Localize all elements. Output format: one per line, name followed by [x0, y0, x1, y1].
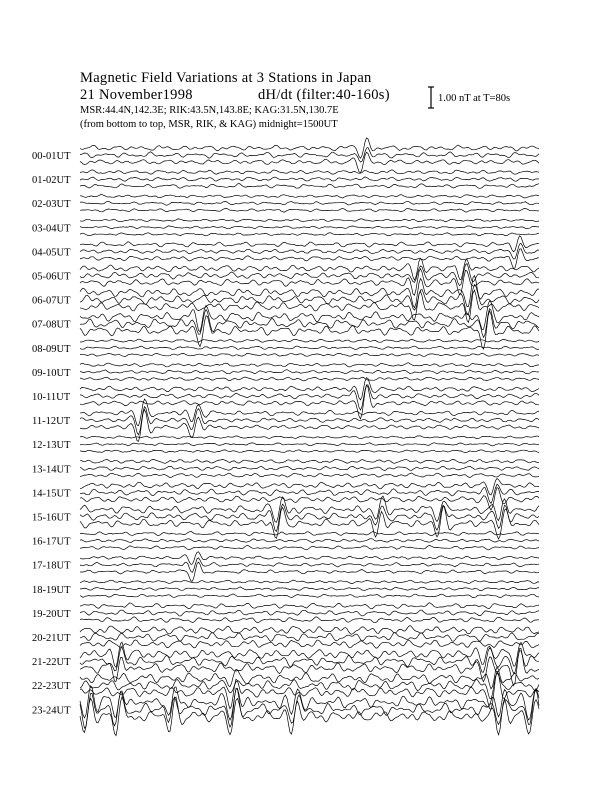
- trace-msr: [80, 552, 539, 565]
- trace-rik: [80, 346, 539, 349]
- trace-rik: [80, 539, 539, 543]
- hour-label: 19-20UT: [32, 608, 71, 620]
- trace-rik: [80, 226, 539, 229]
- trace-msr: [80, 496, 539, 522]
- hour-label: 15-16UT: [32, 512, 71, 524]
- date-label: 21 November1998: [80, 87, 193, 103]
- trace-msr: [80, 531, 539, 535]
- trace-kag: [80, 233, 539, 236]
- trace-kag: [80, 473, 539, 478]
- hour-label: 04-05UT: [32, 247, 71, 259]
- trace-rik: [80, 177, 539, 181]
- hour-label: 08-09UT: [32, 343, 71, 355]
- trace-kag: [80, 269, 539, 296]
- trace-rik: [80, 558, 539, 573]
- hour-label: 17-18UT: [32, 560, 71, 572]
- trace-msr: [80, 363, 539, 367]
- trace-rik: [80, 610, 539, 616]
- trace-rik: [80, 201, 539, 205]
- trace-rik: [80, 673, 539, 699]
- hour-label: 03-04UT: [32, 223, 71, 235]
- trace-msr: [80, 459, 539, 463]
- trace-msr: [80, 603, 539, 609]
- trace-msr: [80, 194, 539, 198]
- trace-kag: [80, 450, 539, 453]
- chart-title: Magnetic Field Variations at 3 Stations in Japan: [80, 70, 372, 86]
- trace-msr: [80, 626, 539, 635]
- trace-msr: [80, 276, 539, 308]
- hour-label: 11-12UT: [32, 416, 71, 428]
- hour-label: 07-08UT: [32, 319, 71, 331]
- hour-label: 01-02UT: [32, 175, 71, 187]
- trace-msr: [80, 436, 539, 439]
- trace-rik: [80, 633, 539, 642]
- hour-label: 13-14UT: [32, 464, 71, 476]
- trace-msr: [80, 339, 539, 342]
- trace-msr: [80, 138, 539, 158]
- hour-label: 12-13UT: [32, 440, 71, 452]
- trace-kag: [80, 617, 539, 623]
- hour-label: 14-15UT: [32, 488, 71, 500]
- hour-label: 10-11UT: [32, 392, 71, 403]
- hour-label: 20-21UT: [32, 633, 71, 644]
- trace-rik: [80, 243, 539, 259]
- trace-kag: [80, 152, 539, 173]
- trace-kag: [80, 506, 539, 539]
- trace-kag: [80, 184, 539, 189]
- trace-kag: [80, 385, 539, 419]
- trace-kag: [80, 208, 539, 212]
- order-note: (from bottom to top, MSR, RIK, & KAG) midnight=1500UT: [80, 119, 338, 130]
- trace-rik: [80, 443, 539, 446]
- trace-rik: [80, 504, 539, 531]
- trace-rik: [80, 688, 539, 728]
- trace-kag: [80, 353, 539, 356]
- trace-msr: [80, 399, 539, 426]
- hour-label: 05-06UT: [32, 271, 71, 283]
- hour-label: 06-07UT: [32, 295, 71, 307]
- trace-kag: [80, 594, 539, 598]
- hour-label: 18-19UT: [32, 584, 71, 596]
- trace-msr: [80, 219, 539, 222]
- trace-rik: [80, 370, 539, 374]
- hour-label: 09-10UT: [32, 367, 71, 379]
- trace-msr: [80, 667, 539, 689]
- trace-kag: [80, 377, 539, 381]
- trace-kag: [80, 410, 539, 442]
- trace-rik: [80, 466, 539, 470]
- trace-msr: [80, 580, 539, 584]
- trace-msr: [80, 236, 539, 252]
- hour-label: 22-23UT: [32, 681, 71, 693]
- trace-msr: [80, 170, 539, 175]
- hour-label: 00-01UT: [32, 151, 71, 162]
- hour-label: 02-03UT: [32, 199, 71, 211]
- scale-label: 1.00 nT at T=80s: [438, 93, 511, 104]
- trace-kag: [80, 545, 539, 550]
- stations-info: MSR:44.4N,142.3E; RIK:43.5N,143.8E; KAG:31.5N,130.7E: [80, 105, 339, 116]
- trace-msr: [80, 258, 539, 280]
- hour-label: 23-24UT: [32, 705, 71, 717]
- trace-kag: [80, 640, 539, 648]
- quantity-label: dH/dt (filter:40-160s): [258, 87, 390, 103]
- hour-label: 21-22UT: [32, 657, 71, 669]
- trace-rik: [80, 587, 539, 591]
- hour-label: 16-17UT: [32, 536, 71, 548]
